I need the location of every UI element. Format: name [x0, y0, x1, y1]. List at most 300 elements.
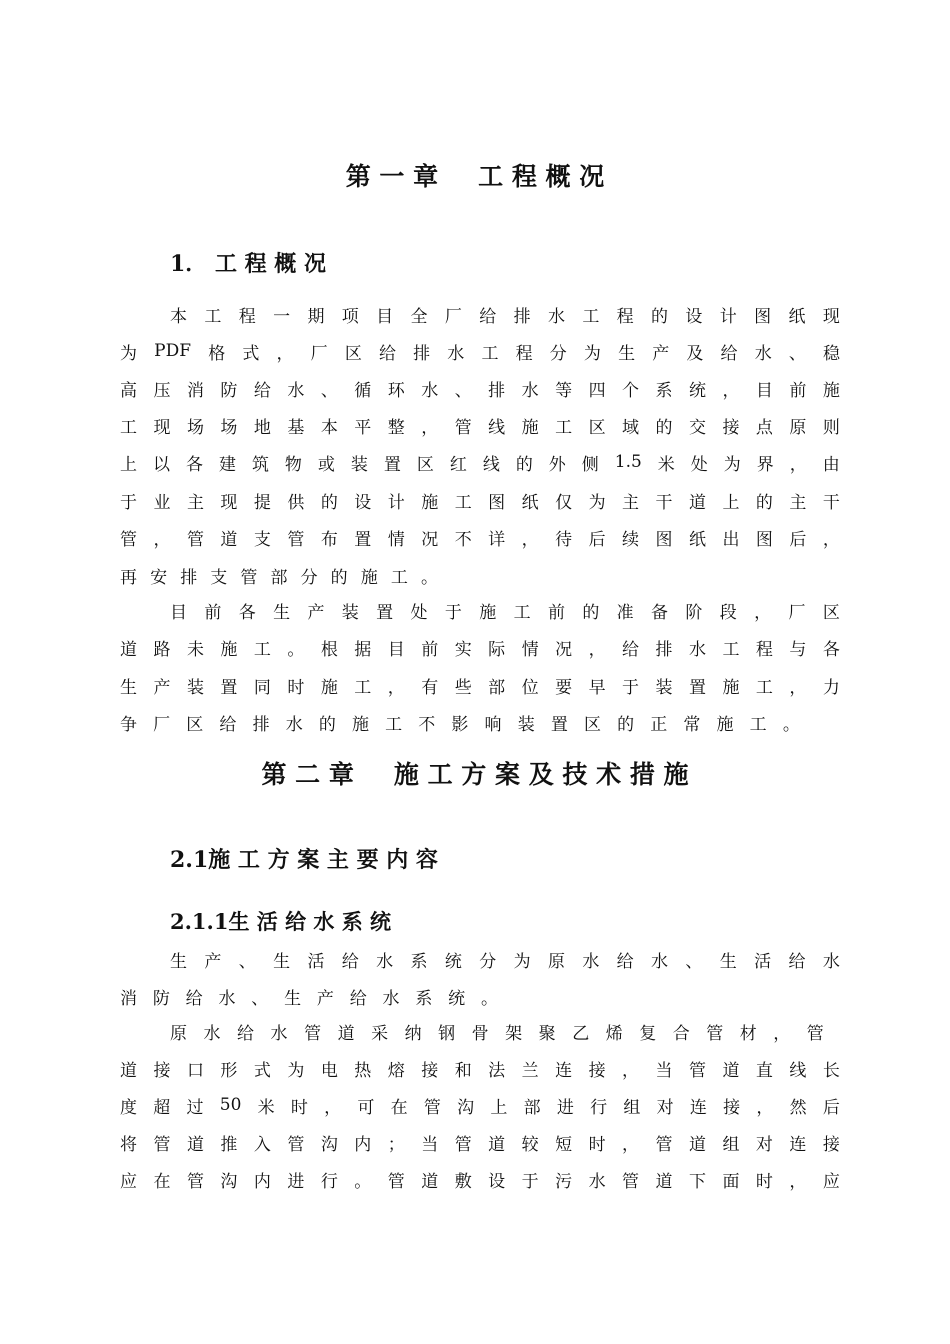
- text-char: 管: [706, 1023, 724, 1044]
- text-char: 物: [284, 454, 302, 475]
- text-char: 主: [186, 492, 204, 513]
- text-char: ，: [622, 1134, 640, 1155]
- text-char: 处: [410, 602, 428, 623]
- text-char: 现: [822, 306, 840, 327]
- text-char: 工: [722, 639, 740, 660]
- text-char: 纳: [404, 1023, 422, 1044]
- text-char: 装: [517, 714, 535, 735]
- text-char: 给: [341, 951, 359, 972]
- text-char: 前: [421, 639, 439, 660]
- text-char: 应: [120, 1171, 137, 1192]
- para4-line: [170, 1019, 824, 1043]
- text-char: 接: [822, 1134, 840, 1155]
- text-char: 原: [789, 417, 807, 438]
- text-char: 位: [521, 677, 539, 698]
- text-char: 设: [685, 306, 703, 327]
- text-char: 后: [822, 1097, 840, 1118]
- text-char: 厂: [310, 343, 328, 364]
- text-char: 置: [688, 677, 706, 698]
- text-char: 准: [616, 602, 634, 623]
- text-char: 水: [582, 951, 600, 972]
- section-2-1-heading: 2.1施 工 方 案 主 要 内 容: [170, 847, 438, 873]
- text-char: 统: [444, 951, 462, 972]
- text-char: 的: [655, 417, 673, 438]
- text-char: 管: [287, 1134, 305, 1155]
- text-char: ，: [789, 1171, 807, 1192]
- text-char: 、: [454, 380, 472, 401]
- text-char: 争: [120, 714, 137, 735]
- text-char: 交: [688, 417, 706, 438]
- text-char: 管: [304, 1023, 322, 1044]
- text-char: 干: [822, 492, 840, 513]
- text-char: 钢: [438, 1023, 456, 1044]
- para1-line: [170, 302, 840, 326]
- text-char: 不: [418, 714, 436, 735]
- text-char: 系: [415, 988, 433, 1009]
- text-char: 给: [349, 988, 367, 1009]
- text-char: 统: [448, 988, 466, 1009]
- text-char: 直: [755, 1060, 773, 1081]
- text-char: 。: [287, 639, 305, 660]
- text-char: 水: [651, 951, 669, 972]
- text-char: 消: [186, 380, 204, 401]
- text-char: 沟: [457, 1097, 475, 1118]
- text-char: 施: [320, 677, 338, 698]
- text-char: 处: [690, 454, 708, 475]
- text-char: 主: [622, 492, 640, 513]
- text-char: 各: [185, 454, 203, 475]
- text-char: 管: [622, 1171, 640, 1192]
- text-char: 熔: [387, 1060, 405, 1081]
- text-char: 施: [220, 639, 238, 660]
- text-char: 给: [253, 380, 271, 401]
- text-char: 水: [287, 380, 305, 401]
- text-char: 道: [186, 1134, 204, 1155]
- text-char: 本: [320, 417, 338, 438]
- text-char: ，: [588, 639, 606, 660]
- text-char: 主: [789, 492, 807, 513]
- text-char: 工: [555, 417, 573, 438]
- text-char: 区: [822, 602, 840, 623]
- text-char: 现: [220, 492, 238, 513]
- text-char: 给: [185, 988, 203, 1009]
- text-char: 面: [722, 1171, 740, 1192]
- text-char: 、: [320, 380, 338, 401]
- text-char: 的: [320, 492, 338, 513]
- text-char: 况: [421, 529, 439, 550]
- text-char: 图: [755, 529, 773, 550]
- text-char: 装: [186, 677, 204, 698]
- text-char: 区: [583, 714, 601, 735]
- text-char: 电: [320, 1060, 338, 1081]
- text-char: 米: [657, 454, 675, 475]
- text-char: 计: [387, 492, 405, 513]
- text-char: 连: [555, 1060, 573, 1081]
- text-char: 当: [421, 1134, 439, 1155]
- text-char: 分: [479, 951, 497, 972]
- text-char: ，: [789, 454, 807, 475]
- text-char: 时: [290, 1097, 308, 1118]
- text-char: 超: [153, 1097, 171, 1118]
- text-char: 图: [754, 306, 772, 327]
- text-char: 产: [652, 343, 670, 364]
- text-char: 续: [622, 529, 640, 550]
- text-char: 段: [719, 602, 737, 623]
- text-char: 同: [253, 677, 271, 698]
- text-char: 部: [488, 677, 506, 698]
- text-char: 各: [822, 639, 840, 660]
- text-char: 提: [253, 492, 271, 513]
- text-char: 的: [330, 567, 348, 588]
- text-char: 目: [755, 380, 773, 401]
- text-char: 水: [547, 306, 565, 327]
- text-char: 高: [120, 380, 137, 401]
- text-char: ，: [622, 1060, 640, 1081]
- text-char: 长: [822, 1060, 840, 1081]
- chapter-1-label: 第 一 章: [345, 162, 439, 191]
- text-char: 由: [822, 454, 840, 475]
- text-char: 情: [387, 529, 405, 550]
- text-char: 实: [454, 639, 472, 660]
- text-char: 污: [555, 1171, 573, 1192]
- text-char: 热: [354, 1060, 372, 1081]
- text-char: 干: [655, 492, 673, 513]
- text-char: 水: [285, 714, 303, 735]
- text-char: 地: [253, 417, 271, 438]
- text-char: 排: [655, 639, 673, 660]
- text-char: 与: [789, 639, 807, 660]
- text-char: 原: [547, 951, 565, 972]
- text-char: 工: [481, 343, 499, 364]
- text-char: 阶: [685, 602, 703, 623]
- text-char: ，: [756, 1097, 774, 1118]
- text-char: 仅: [555, 492, 573, 513]
- text-char: 。: [480, 988, 498, 1009]
- text-char: 管: [454, 1134, 472, 1155]
- text-char: 骨: [471, 1023, 489, 1044]
- chapter-1-heading: [0, 157, 950, 193]
- para2-line: [170, 598, 840, 622]
- text-char: 消: [120, 988, 137, 1009]
- text-char: 给: [720, 343, 738, 364]
- text-char: 筑: [251, 454, 269, 475]
- text-char: 道: [120, 639, 137, 660]
- text-char: 给: [237, 1023, 255, 1044]
- text-char: 线: [488, 417, 506, 438]
- text-char: 当: [655, 1060, 673, 1081]
- text-char: 道: [337, 1023, 355, 1044]
- text-char: 烯: [605, 1023, 623, 1044]
- text-char: 厂: [788, 602, 806, 623]
- text-char: 区: [588, 417, 606, 438]
- text-char: 和: [454, 1060, 472, 1081]
- text-char: 红: [449, 454, 467, 475]
- text-char: 管: [186, 529, 204, 550]
- text-char: 循: [354, 380, 372, 401]
- text-char: 施: [479, 602, 497, 623]
- text-char: 敷: [454, 1171, 472, 1192]
- text-char: 给: [788, 951, 806, 972]
- text-char: 的: [651, 306, 669, 327]
- text-char: 前: [204, 602, 222, 623]
- text-char: 情: [521, 639, 539, 660]
- text-char: 正: [650, 714, 668, 735]
- text-char: 布: [320, 529, 338, 550]
- text-char: 防: [220, 380, 238, 401]
- text-char: 际: [488, 639, 506, 660]
- text-char: 工: [204, 306, 222, 327]
- section-1-heading: 1． 工 程 概 况: [170, 251, 326, 277]
- text-char: 施: [421, 492, 439, 513]
- text-char: 线: [482, 454, 500, 475]
- text-char: 四: [588, 380, 606, 401]
- text-char: 置: [383, 454, 401, 475]
- text-char: 给: [219, 714, 237, 735]
- text-char: 工: [253, 639, 271, 660]
- text-char: 为: [513, 951, 531, 972]
- text-char: 生: [273, 951, 291, 972]
- text-char: 为: [120, 343, 137, 364]
- text-char: 下: [688, 1171, 706, 1192]
- text-char: 、: [685, 951, 703, 972]
- text-char: 给: [378, 343, 396, 364]
- text-char: 接: [723, 1097, 741, 1118]
- text-char: 管: [387, 1171, 405, 1192]
- text-char: 纸: [521, 492, 539, 513]
- text-char: 根: [320, 639, 338, 660]
- text-char: 有: [421, 677, 439, 698]
- text-char: 时: [588, 1134, 606, 1155]
- text-char: 。: [420, 567, 438, 588]
- text-char: 给: [616, 951, 634, 972]
- text-char: 进: [287, 1171, 305, 1192]
- text-char: PDF: [154, 341, 192, 361]
- text-char: 水: [822, 951, 840, 972]
- para1-line: [120, 413, 840, 437]
- text-char: 设: [354, 492, 372, 513]
- text-char: 力: [822, 677, 840, 698]
- text-char: 路: [153, 639, 171, 660]
- text-char: 道: [722, 1060, 740, 1081]
- text-char: 架: [505, 1023, 523, 1044]
- text-char: 压: [153, 380, 171, 401]
- text-char: 场: [220, 417, 238, 438]
- text-char: 出: [722, 529, 740, 550]
- text-char: 沟: [220, 1171, 238, 1192]
- text-char: 接: [421, 1060, 439, 1081]
- text-char: 的: [755, 492, 773, 513]
- text-char: 置: [550, 714, 568, 735]
- text-char: 式: [242, 343, 260, 364]
- text-char: 置: [220, 677, 238, 698]
- text-char: 图: [488, 492, 506, 513]
- text-char: 管: [186, 1171, 204, 1192]
- text-char: 装: [350, 454, 368, 475]
- text-char: 格: [208, 343, 226, 364]
- text-char: 程: [515, 343, 533, 364]
- para4-line: [120, 1167, 840, 1191]
- text-char: 短: [555, 1134, 573, 1155]
- text-char: 施: [822, 380, 840, 401]
- text-char: 入: [253, 1134, 271, 1155]
- text-char: 组: [623, 1097, 641, 1118]
- text-char: 部: [270, 567, 288, 588]
- text-char: ，: [773, 1023, 791, 1044]
- text-char: 连: [689, 1097, 707, 1118]
- text-char: 平: [354, 417, 372, 438]
- text-char: 支: [253, 529, 271, 550]
- text-char: ，: [153, 529, 171, 550]
- text-char: 连: [789, 1134, 807, 1155]
- text-char: 采: [371, 1023, 389, 1044]
- text-char: 供: [287, 492, 305, 513]
- text-char: 道: [655, 1171, 673, 1192]
- text-char: 于: [622, 677, 640, 698]
- text-char: 域: [622, 417, 640, 438]
- text-char: 以: [152, 454, 170, 475]
- text-char: 备: [651, 602, 669, 623]
- text-char: 然: [789, 1097, 807, 1118]
- text-char: 组: [722, 1134, 740, 1155]
- text-char: 生: [618, 343, 636, 364]
- text-char: 管: [120, 529, 137, 550]
- text-char: 计: [719, 306, 737, 327]
- text-char: 建: [218, 454, 236, 475]
- text-char: 区: [416, 454, 434, 475]
- text-char: 目: [170, 602, 187, 623]
- text-char: 程: [238, 306, 256, 327]
- text-char: 工: [390, 567, 408, 588]
- text-char: 目: [387, 639, 405, 660]
- text-char: 工: [120, 417, 137, 438]
- text-char: ，: [822, 529, 840, 550]
- text-char: 水: [754, 343, 772, 364]
- text-char: 图: [655, 529, 673, 550]
- para1-line: [120, 563, 438, 587]
- text-char: 度: [120, 1097, 137, 1118]
- text-char: 项: [341, 306, 359, 327]
- text-char: 水: [421, 380, 439, 401]
- text-char: 外: [548, 454, 566, 475]
- text-char: 较: [521, 1134, 539, 1155]
- text-char: 过: [186, 1097, 204, 1118]
- text-char: 未: [186, 639, 204, 660]
- text-char: 、: [788, 343, 806, 364]
- text-char: 水: [382, 988, 400, 1009]
- text-char: 推: [220, 1134, 238, 1155]
- text-char: 管: [688, 1060, 706, 1081]
- text-char: 在: [153, 1171, 171, 1192]
- text-char: 原: [170, 1023, 187, 1044]
- text-char: 为: [583, 343, 601, 364]
- text-char: 据: [354, 639, 372, 660]
- text-char: 为: [723, 454, 741, 475]
- text-char: 水: [270, 1023, 288, 1044]
- text-char: 防: [152, 988, 170, 1009]
- text-char: 施: [722, 677, 740, 698]
- text-char: 后: [789, 529, 807, 550]
- text-char: 排: [180, 567, 198, 588]
- text-char: 管: [423, 1097, 441, 1118]
- text-char: 不: [454, 529, 472, 550]
- text-char: 口: [186, 1060, 204, 1081]
- text-char: 的: [318, 714, 336, 735]
- text-char: 部: [523, 1097, 541, 1118]
- text-char: 产: [316, 988, 334, 1009]
- text-char: 再: [120, 567, 137, 588]
- text-char: 整: [387, 417, 405, 438]
- text-char: 些: [454, 677, 472, 698]
- text-char: 水: [688, 639, 706, 660]
- text-char: 道: [220, 529, 238, 550]
- text-char: 产: [307, 602, 325, 623]
- text-char: 于: [521, 1171, 539, 1192]
- text-char: 、: [238, 951, 256, 972]
- text-char: 程: [616, 306, 634, 327]
- text-char: 前: [547, 602, 565, 623]
- text-char: 管: [655, 1134, 673, 1155]
- text-char: 于: [120, 492, 137, 513]
- para2-line: [120, 710, 800, 734]
- text-char: 法: [488, 1060, 506, 1081]
- text-char: 线: [789, 1060, 807, 1081]
- text-char: 施: [716, 714, 734, 735]
- text-char: 道: [688, 1134, 706, 1155]
- text-char: 排: [513, 306, 531, 327]
- text-char: 上: [722, 492, 740, 513]
- text-char: 或: [317, 454, 335, 475]
- text-char: 场: [186, 417, 204, 438]
- chapter-2-title: 施 工 方 案 及 技 术 措 施: [393, 760, 689, 789]
- text-char: 水: [376, 951, 394, 972]
- text-char: 影: [451, 714, 469, 735]
- text-char: 道: [488, 1134, 506, 1155]
- chapter-2-heading: [0, 755, 950, 791]
- text-char: 形: [220, 1060, 238, 1081]
- text-char: 时: [755, 1171, 773, 1192]
- text-char: 置: [376, 602, 394, 623]
- text-char: 产: [204, 951, 222, 972]
- text-char: 生: [284, 988, 302, 1009]
- text-char: 接: [153, 1060, 171, 1081]
- text-char: 的: [515, 454, 533, 475]
- text-char: 分: [300, 567, 318, 588]
- text-char: 水: [447, 343, 465, 364]
- text-char: 安: [150, 567, 168, 588]
- text-char: 水: [521, 380, 539, 401]
- text-char: 应: [822, 1171, 840, 1192]
- text-char: 点: [755, 417, 773, 438]
- text-char: 将: [120, 1134, 137, 1155]
- text-char: 工: [755, 677, 773, 698]
- text-char: 设: [488, 1171, 506, 1192]
- text-char: 工: [582, 306, 600, 327]
- text-char: 界: [756, 454, 774, 475]
- text-char: 接: [588, 1060, 606, 1081]
- text-char: 对: [656, 1097, 674, 1118]
- text-char: 厂: [444, 306, 462, 327]
- para4-line: [120, 1130, 840, 1154]
- text-char: 给: [622, 639, 640, 660]
- text-char: 。: [782, 714, 800, 735]
- text-char: 聚: [538, 1023, 556, 1044]
- text-char: 进: [556, 1097, 574, 1118]
- text-char: 管: [153, 1134, 171, 1155]
- text-char: 乙: [572, 1023, 590, 1044]
- text-char: 工: [749, 714, 767, 735]
- text-char: 施: [360, 567, 378, 588]
- para1-line: [120, 376, 840, 400]
